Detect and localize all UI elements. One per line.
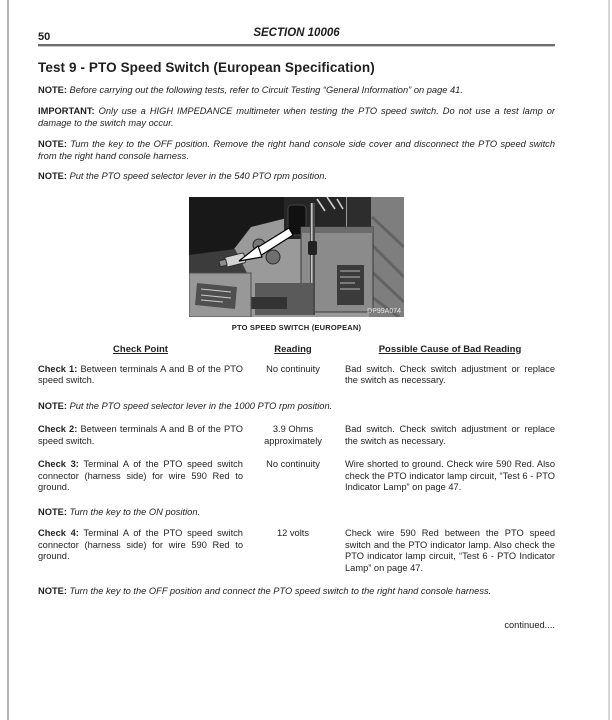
col-header-cause: Possible Cause of Bad Reading xyxy=(378,343,522,355)
col-header-check-point: Check Point xyxy=(113,343,168,355)
page-edge-left xyxy=(7,0,9,720)
col-header-reading: Reading xyxy=(274,343,312,355)
header-rule xyxy=(38,44,555,47)
note-key-off-disconnect: NOTE: Turn the key to the OFF position. Remove the right hand console side cover and disconnect the PTO speed switch from the right hand console harness. xyxy=(38,139,555,161)
page-header xyxy=(38,27,555,43)
figure-caption: PTO SPEED SWITCH (EUROPEAN) xyxy=(231,322,362,332)
cause-text: Bad switch. Check switch adjustment or replace the switch as necessary. xyxy=(345,424,555,446)
note-general-information: NOTE: Before carrying out the following tests, refer to Circuit Testing “General Information” on page 41. xyxy=(38,84,463,95)
reading-value: 3.9 Ohms approximately xyxy=(264,424,322,446)
note-key-off-connect: NOTE: Turn the key to the OFF position and connect the PTO speed switch to the right hand console harness. xyxy=(38,586,492,596)
page-edge-right xyxy=(608,0,610,720)
table-row-check-4: Check 4: Terminal A of the PTO speed switch connector (harness side) for wire 590 Red to ground. 12 volts Check wire 590 Red between the PTO speed switch and the PTO indicator lamp. Also check the PTO indicator lamp circuit, “Test 6 - PTO Indicator Lamp” on page 47. xyxy=(38,528,555,573)
cause-text: Bad switch. Check switch adjustment or replace the switch as necessary. xyxy=(345,363,555,385)
continued-marker: continued.... xyxy=(504,619,555,630)
reading-value: No continuity xyxy=(266,459,320,469)
section-title: SECTION 10006 xyxy=(253,27,340,39)
table-row-check-2: Check 2: Between terminals A and B of the PTO speed switch. 3.9 Ohms approximately Bad switch. Check switch adjustment or replace the switch as necessary. xyxy=(38,424,555,446)
table-row-check-1: Check 1: Between terminals A and B of the PTO speed switch. No continuity Bad switch. Check switch adjustment or replace the switch as necessary. xyxy=(38,363,555,385)
note-selector-1000: NOTE: Put the PTO speed selector lever in the 1000 PTO rpm position. xyxy=(38,400,333,411)
cause-text: Check wire 590 Red between the PTO speed switch and the PTO indicator lamp. Also check the PTO indicator lamp circuit, “Test 6 - PTO Indicator Lamp” on page 47. xyxy=(345,528,555,573)
page-content xyxy=(38,0,555,630)
note-key-on: NOTE: Turn the key to the ON position. xyxy=(38,506,201,517)
page-title: Test 9 - PTO Speed Switch (European Specification) xyxy=(38,59,375,75)
photo-watermark: DP99A074 xyxy=(367,307,401,315)
table-header-row xyxy=(38,344,555,355)
reading-value: No continuity xyxy=(266,363,320,374)
important-high-impedance: IMPORTANT: Only use a HIGH IMPEDANCE multimeter when testing the PTO speed switch. Do not use a test lamp or damage to the switch may occur. xyxy=(38,106,555,128)
pto-switch-figure xyxy=(189,197,404,332)
pto-switch-photo xyxy=(189,197,404,317)
reading-value: 12 volts xyxy=(276,528,310,538)
page-number: 50 xyxy=(38,31,51,43)
table-row-check-3: Check 3: Terminal A of the PTO speed switch connector (harness side) for wire 590 Red to ground. No continuity Wire shorted to ground. Check wire 590 Red. Also check the PTO indicator lamp circuit, “Test 6 - PTO Indicator Lamp” on page 47. xyxy=(38,459,555,492)
note-selector-540: NOTE: Put the PTO speed selector lever in the 540 PTO rpm position. xyxy=(38,171,328,181)
cause-text: Wire shorted to ground. Check wire 590 Red. Also check the PTO indicator lamp circuit, “Test 6 - PTO Indicator Lamp” on page 47. xyxy=(345,459,555,492)
